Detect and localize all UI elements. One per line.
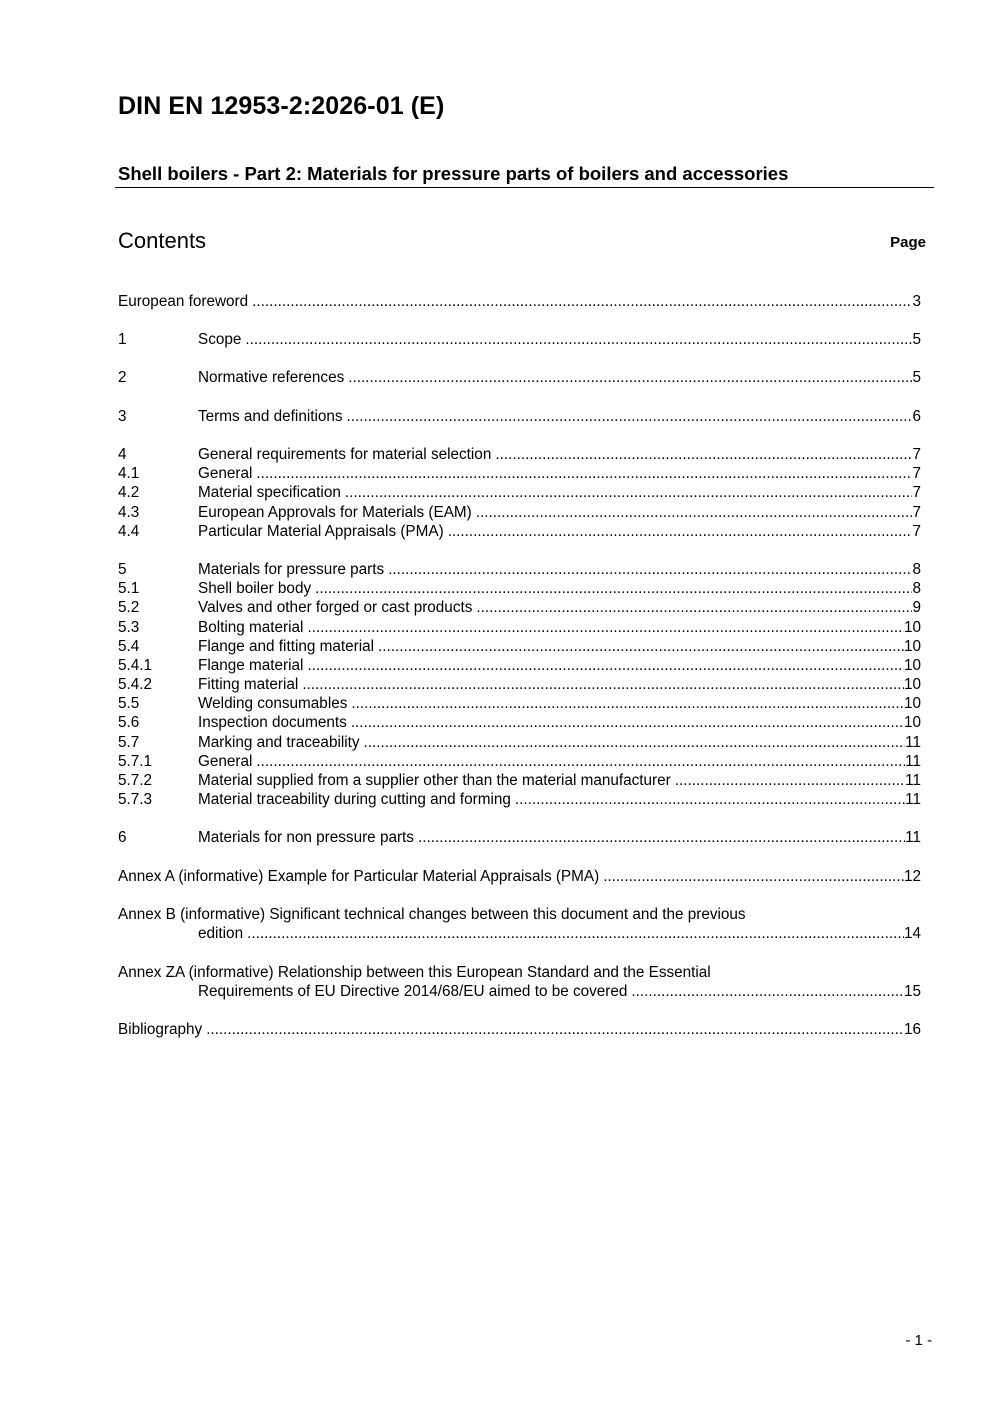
toc-dot-leader: [206, 1020, 904, 1040]
toc-entry-number: 6: [118, 829, 127, 846]
toc-entry[interactable]: [118, 292, 921, 312]
toc-entry-title: Scope: [198, 331, 242, 348]
toc-entry[interactable]: [118, 368, 921, 388]
contents-heading: Contents: [118, 228, 207, 253]
toc-entry-title: Requirements of EU Directive 2014/68/EU aimed to be covered: [198, 983, 628, 1000]
toc-entry-page: 8: [912, 561, 921, 578]
toc-entry[interactable]: [118, 694, 921, 714]
toc-entry-page: 3: [912, 293, 921, 310]
toc-dot-leader: [388, 560, 912, 580]
toc-entry-title: Welding consumables: [198, 695, 348, 712]
toc-dot-leader: [631, 982, 904, 1002]
toc-entry-page: 10: [903, 619, 921, 636]
toc-dot-leader: [515, 790, 905, 810]
toc-dot-leader: [495, 445, 912, 465]
toc-entry[interactable]: [118, 407, 921, 427]
toc-entry[interactable]: [118, 503, 921, 523]
toc-entry-page: 10: [903, 657, 921, 674]
toc-dot-leader: [256, 752, 905, 772]
toc-entry-title: Bolting material: [198, 619, 304, 636]
toc-entry-title: European foreword: [118, 293, 249, 310]
toc-entry-number: 4.3: [118, 504, 140, 521]
toc-dot-leader: [378, 637, 904, 657]
toc-entry-title: Annex A (informative) Example for Particular Material Appraisals (PMA): [118, 868, 600, 885]
toc-entry-number: 5.4.1: [118, 657, 153, 674]
toc-entry-title: Particular Material Appraisals (PMA): [198, 523, 444, 540]
toc-entry-page: 5: [912, 369, 921, 386]
toc-entry[interactable]: [118, 522, 921, 542]
toc-entry-page: 11: [905, 734, 921, 751]
toc-entry-page: 5: [912, 331, 921, 348]
toc-entry-page: 10: [903, 676, 921, 693]
toc-entry-title: Materials for pressure parts: [198, 561, 385, 578]
toc-entry-lead[interactable]: Annex B (informative) Significant technical changes between this document and the previous: [118, 906, 746, 923]
toc-entry-title: Terms and definitions: [198, 408, 343, 425]
document-subtitle: Shell boilers - Part 2: Materials for pressure parts of boilers and accessories: [118, 163, 789, 184]
toc-entry-number: 5.6: [118, 714, 140, 731]
toc-dot-leader: [448, 522, 913, 542]
toc-entry-page: 10: [903, 714, 921, 731]
toc-entry-title: Material traceability during cutting and forming: [198, 791, 511, 808]
toc-entry-number: 4.4: [118, 523, 140, 540]
toc-entry[interactable]: [118, 982, 921, 1002]
toc-entry-page: 15: [903, 983, 921, 1000]
toc-entry-title: Materials for non pressure parts: [198, 829, 414, 846]
toc-entry-number: 5.7.2: [118, 772, 153, 789]
toc-entry[interactable]: [118, 733, 921, 753]
toc-dot-leader: [476, 598, 912, 618]
toc-entry[interactable]: [118, 675, 921, 695]
toc-entry[interactable]: [118, 637, 921, 657]
toc-entry-page: 8: [912, 580, 921, 597]
toc-entry[interactable]: [118, 445, 921, 465]
page-number: - 1 -: [905, 1332, 932, 1349]
toc-entry-number: 5.5: [118, 695, 140, 712]
toc-entry[interactable]: [118, 1020, 921, 1040]
toc-entry-title: Shell boiler body: [198, 580, 312, 597]
toc-entry-page: 7: [912, 446, 921, 463]
toc-entry-page: 7: [912, 523, 921, 540]
toc-entry-page: 11: [905, 772, 921, 789]
toc-dot-leader: [256, 464, 912, 484]
toc-dot-leader: [347, 407, 913, 427]
toc-entry-number: 2: [118, 369, 127, 386]
toc-dot-leader: [675, 771, 905, 791]
toc-dot-leader: [348, 368, 912, 388]
toc-entry[interactable]: [118, 924, 921, 944]
toc-entry-page: 11: [905, 753, 921, 770]
toc-entry-number: 5.7.1: [118, 753, 153, 770]
toc-entry[interactable]: [118, 560, 921, 580]
toc-entry[interactable]: [118, 464, 921, 484]
toc-entry-page: 16: [903, 1021, 921, 1038]
toc-entry-number: 1: [118, 331, 127, 348]
toc-entry-title: General: [198, 465, 253, 482]
toc-entry-title: Flange material: [198, 657, 304, 674]
toc-entry-title: Material specification: [198, 484, 341, 501]
toc-dot-leader: [307, 656, 904, 676]
toc-entry-page: 7: [912, 504, 921, 521]
toc-dot-leader: [252, 292, 912, 312]
toc-entry-title: General requirements for material selection: [198, 446, 492, 463]
toc-entry-page: 11: [905, 791, 921, 808]
toc-entry-number: 5.3: [118, 619, 140, 636]
toc-entry-page: 6: [912, 408, 921, 425]
toc-entry-number: 5.1: [118, 580, 140, 597]
toc-entry-page: 10: [903, 638, 921, 655]
toc-entry-title: Valves and other forged or cast products: [198, 599, 473, 616]
toc-entry-number: 4.2: [118, 484, 140, 501]
toc-entry-page: 14: [903, 925, 921, 942]
toc-entry-number: 5.7.3: [118, 791, 153, 808]
toc-entry-number: 5: [118, 561, 127, 578]
toc-entry[interactable]: [118, 752, 921, 772]
toc-dot-leader: [302, 675, 904, 695]
toc-dot-leader: [245, 330, 912, 350]
toc-entry-page: 12: [903, 868, 921, 885]
page-column-heading: Page: [890, 234, 926, 251]
toc-dot-leader: [476, 503, 913, 523]
toc-dot-leader: [364, 733, 906, 753]
toc-dot-leader: [351, 694, 904, 714]
toc-entry-number: 4: [118, 446, 127, 463]
toc-dot-leader: [418, 828, 905, 848]
toc-entry[interactable]: [118, 771, 921, 791]
toc-entry[interactable]: [118, 828, 921, 848]
toc-entry-lead[interactable]: Annex ZA (informative) Relationship between this European Standard and the Essential: [118, 964, 711, 981]
document-title: DIN EN 12953-2:2026-01 (E): [118, 92, 445, 120]
toc-entry-page: 11: [905, 829, 921, 846]
toc-entry-title: Inspection documents: [198, 714, 347, 731]
toc-entry[interactable]: [118, 330, 921, 350]
toc-entry-title: Bibliography: [118, 1021, 203, 1038]
toc-entry[interactable]: [118, 579, 921, 599]
toc-dot-leader: [603, 867, 904, 887]
toc-entry-title: Material supplied from a supplier other than the material manufacturer: [198, 772, 671, 789]
toc-entry-title: European Approvals for Materials (EAM): [198, 504, 472, 521]
toc-entry[interactable]: [118, 483, 921, 503]
toc-entry[interactable]: [118, 656, 921, 676]
toc-entry-page: 10: [903, 695, 921, 712]
toc-entry-title: General: [198, 753, 253, 770]
toc-entry-title: Normative references: [198, 369, 345, 386]
toc-entry-page: 9: [912, 599, 921, 616]
toc-dot-leader: [247, 924, 904, 944]
toc-entry[interactable]: [118, 618, 921, 638]
toc-entry-title: edition: [198, 925, 244, 942]
toc-entry-number: 5.4.2: [118, 676, 153, 693]
toc-entry-number: 3: [118, 408, 127, 425]
toc-dot-leader: [307, 618, 904, 638]
toc-dot-leader: [345, 483, 913, 503]
toc-entry[interactable]: [118, 598, 921, 618]
toc-dot-leader: [315, 579, 912, 599]
toc-entry-number: 5.2: [118, 599, 140, 616]
toc-entry-title: Fitting material: [198, 676, 299, 693]
toc-entry[interactable]: [118, 867, 921, 887]
toc-entry-number: 4.1: [118, 465, 140, 482]
toc-entry[interactable]: [118, 790, 921, 810]
toc-entry-number: 5.7: [118, 734, 140, 751]
toc-entry-page: 7: [912, 465, 921, 482]
toc-entry-page: 7: [912, 484, 921, 501]
toc-entry-number: 5.4: [118, 638, 140, 655]
toc-entry-title: Marking and traceability: [198, 734, 360, 751]
toc-dot-leader: [351, 713, 904, 733]
toc-entry-title: Flange and fitting material: [198, 638, 375, 655]
toc-entry[interactable]: [118, 713, 921, 733]
